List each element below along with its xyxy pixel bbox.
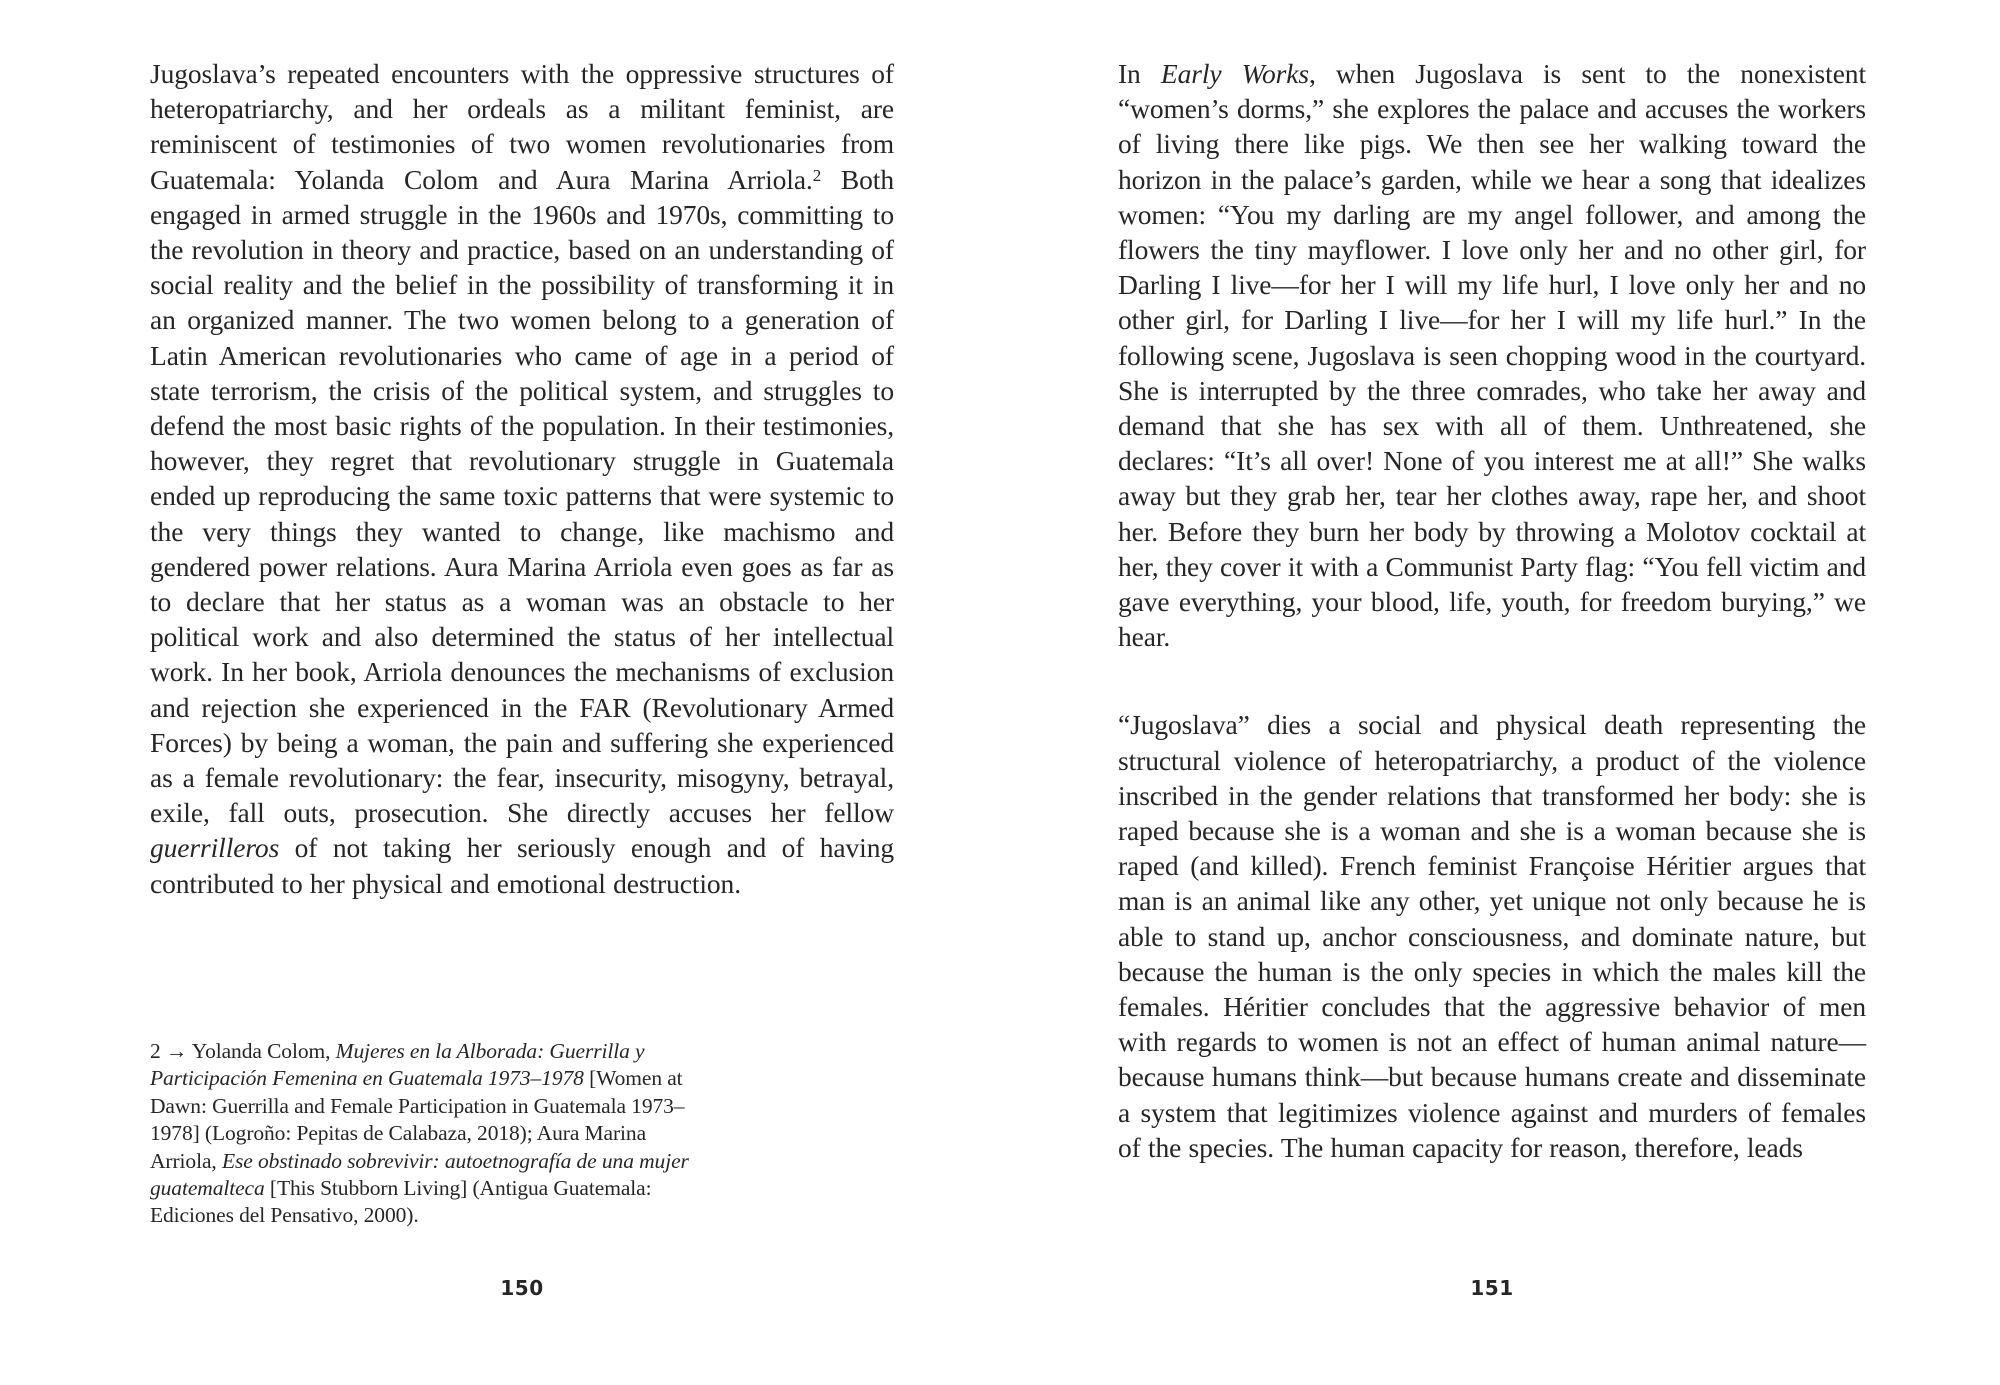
page-number-right: 151 [1470,1276,1514,1300]
footnote-text-1: Yolanda Colom, [187,1039,336,1063]
footnote-text-3: [This Stubborn Living] (Antigua Guatemala: Ediciones del Pensativo, 2000). [150,1176,652,1228]
page-number-left: 150 [500,1276,544,1300]
right-paragraph-1 [1118,56,1866,654]
left-body-text-2: Both engaged in armed struggle in the 1960s and 1970s, committing to the revolution in theory and practice, based on an understanding of social reality and the belief in the possibility of transforming it in an organized manner. The two women belong to a generation of Latin American revolutionaries who came of age in a period of state terrorism, the crisis of the political system, and struggles to defend the most basic rights of the population. In their testimonies, however, they regret that revolutionary struggle in Guatemala ended up reproducing the same toxic patterns that were systemic to the very things they wanted to change, like machismo and gendered power relations. Aura Marina Arriola even goes as far as to declare that her status as a woman was an obstacle to her political work and also determined the status of her intellectual work. In her book, Arriola denounces the mechanisms of exclusion and rejection she experienced in the FAR (Revolutionary Armed Forces) by being a woman, the pain and suffering she experienced as a female revolutionary: the fear, insecurity, misogyny, betrayal, exile, fall outs, prosecution. She directly accuses her fellow [150,163,895,829]
right-paragraph-2 [1118,707,1866,1165]
right-para1-text-2: , when Jugoslava is sent to the nonexistent “women’s dorms,” she explores the palace and accuses the workers of living there like pigs. We then see her walking toward the horizon in the palace’s garden, while we hear a song that idealizes women: “You my darling are my angel follower, and among the flowers the tiny mayflower. I love only her and no other girl, for Darling I live—for her I will my life hurl, I love only her and no other girl, for Darling I live—for her I will my life hurl.” In the following scene, Jugoslava is seen chopping wood in the courtyard. She is interrupted by the three comrades, who take her away and demand that she has sex with all of them. Unthreatened, she declares: “It’s all over! None of you interest me at all!” She walks away but they grab her, tear her clothes away, rape her, and shoot her. Before they burn her body by throwing a Molotov cocktail at her, they cover it with a Communist Party flag: “You fell victim and gave everything, your blood, life, youth, for freedom burying,” we hear. [1118,58,1866,653]
left-body-text-1: Jugoslava’s repeated encounters with the oppressive structures of heteropatriarchy, and her ordeals as a militant feminist, are reminiscent of testimonies of two women revolutionaries from Guatemala: Yolanda Colom and Aura Marina Arriola. [150,58,894,195]
left-body-text-3: of not taking her seriously enough and of having contributed to her physical and emotional destruction. [150,832,894,899]
right-page [1118,56,1866,1346]
right-para1-text-1: In [1118,58,1161,89]
footnote-text-2: [Women at Dawn: Guerrilla and Female Participation in Guatemala 1973–1978] (Logroño: Pepitas de Calabaza, 2018); Aura Marina Arriola, [150,1066,685,1173]
right-para1-italic-early-works: Early Works [1160,58,1309,89]
footnote-reference: 2 [812,165,822,185]
footnote-marker: 2 → [150,1039,188,1063]
left-page [150,56,894,1346]
left-body-paragraph [150,56,894,901]
left-body-italic-guerrilleros: guerrilleros [150,832,280,864]
right-para2-text: “Jugoslava” dies a social and physical death representing the structural violence of heteropatriarchy, a product of the violence inscribed in the gender relations that transformed her body: she is raped because she is a woman and she is a woman because she is raped (and killed). French feminist Françoise Héritier argues that man is an animal like any other, yet unique not only because he is able to stand up, anchor consciousness, and dominate nature, but because the human is the only species in which the males kill the females. Héritier concludes that the aggressive behavior of men with regards to women is not an effect of human animal nature—because humans think—but because humans create and disseminate a system that legitimizes violence against and murders of females of the species. The human capacity for reason, therefore, leads [1118,709,1866,1163]
footnote-book-title-2: Ese obstinado sobrevivir: autoetnografía de una mujer guatemalteca [150,1148,689,1201]
footnote-book-title-1: Mujeres en la Alborada: Guerrilla y Participación Femenina en Guatemala 1973–1978 [150,1039,645,1091]
footnote [150,1038,712,1230]
